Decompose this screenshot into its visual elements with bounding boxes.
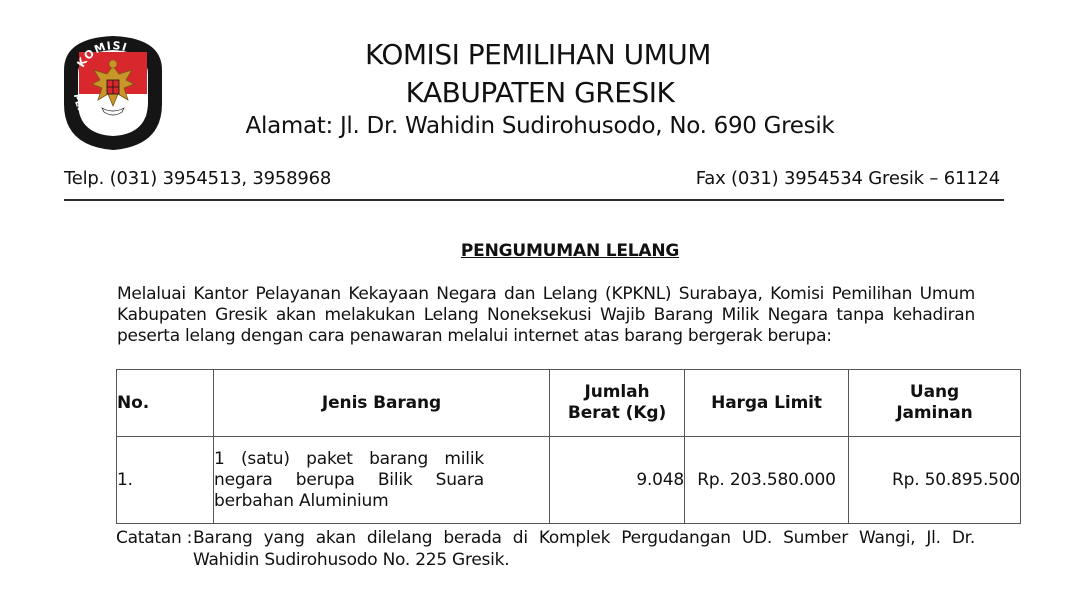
org-address: Alamat: Jl. Dr. Wahidin Sudirohusodo, No. 690 Gresik: [245, 113, 835, 139]
cell-uang-jaminan: Rp. 50.895.500: [849, 437, 1021, 524]
header-jenis-barang: Jenis Barang: [214, 370, 550, 437]
cell-jenis-barang: [214, 437, 550, 524]
header-jumlah-line1: Jumlah: [584, 382, 650, 402]
svg-text:PEMILIHAN UMUM: PEMILIHAN UMUM: [70, 93, 150, 136]
document-title: PENGUMUMAN LELANG: [460, 241, 680, 261]
note-text: Barang yang akan dilelang berada di Komplek Pergudangan UD. Sumber Wangi, Jl. Dr. Wahidin Sudirohusodo No. 225 Gresik.: [193, 528, 975, 570]
note-label: Catatan :: [116, 528, 193, 548]
phone-number: Telp. (031) 3954513, 3958968: [64, 168, 332, 189]
cell-jumlah-berat: 9.048: [550, 437, 685, 524]
org-region: KABUPATEN GRESIK: [405, 76, 675, 109]
header-no: No.: [117, 370, 214, 437]
cell-jenis-text: 1 (satu) paket barang milik negara berupa Bilik Suara berbahan Aluminium: [214, 448, 484, 511]
header-harga-limit: Harga Limit: [685, 370, 849, 437]
header-jumlah-line2: Berat (Kg): [567, 403, 667, 423]
header-jaminan-line1: Uang: [909, 382, 960, 402]
svg-text:KOMISI: KOMISI: [74, 38, 130, 70]
cell-harga-limit: Rp. 203.580.000: [685, 437, 849, 524]
table-header-row: [117, 370, 1021, 437]
header-jaminan-line2: Jaminan: [896, 403, 973, 423]
fax-number: Fax (031) 3954534 Gresik – 61124: [695, 168, 1000, 189]
cell-no: 1.: [117, 437, 214, 524]
header-uang-jaminan: [849, 370, 1021, 437]
org-name: KOMISI PEMILIHAN UMUM: [365, 38, 711, 71]
auction-items-table: [116, 369, 1021, 524]
header-divider: [64, 199, 1004, 201]
intro-paragraph: Melaluai Kantor Pelayanan Kekayaan Negara dan Lelang (KPKNL) Surabaya, Komisi Pemilihan Umum Kabupaten Gresik akan melakukan Lelang Noneksekusi Wajib Barang Milik Negara tanpa kehadiran peserta lelang dengan cara penawaran melalui internet atas barang bergerak berupa:: [117, 284, 975, 346]
table-row: [117, 437, 1021, 524]
header-jumlah-berat: [550, 370, 685, 437]
